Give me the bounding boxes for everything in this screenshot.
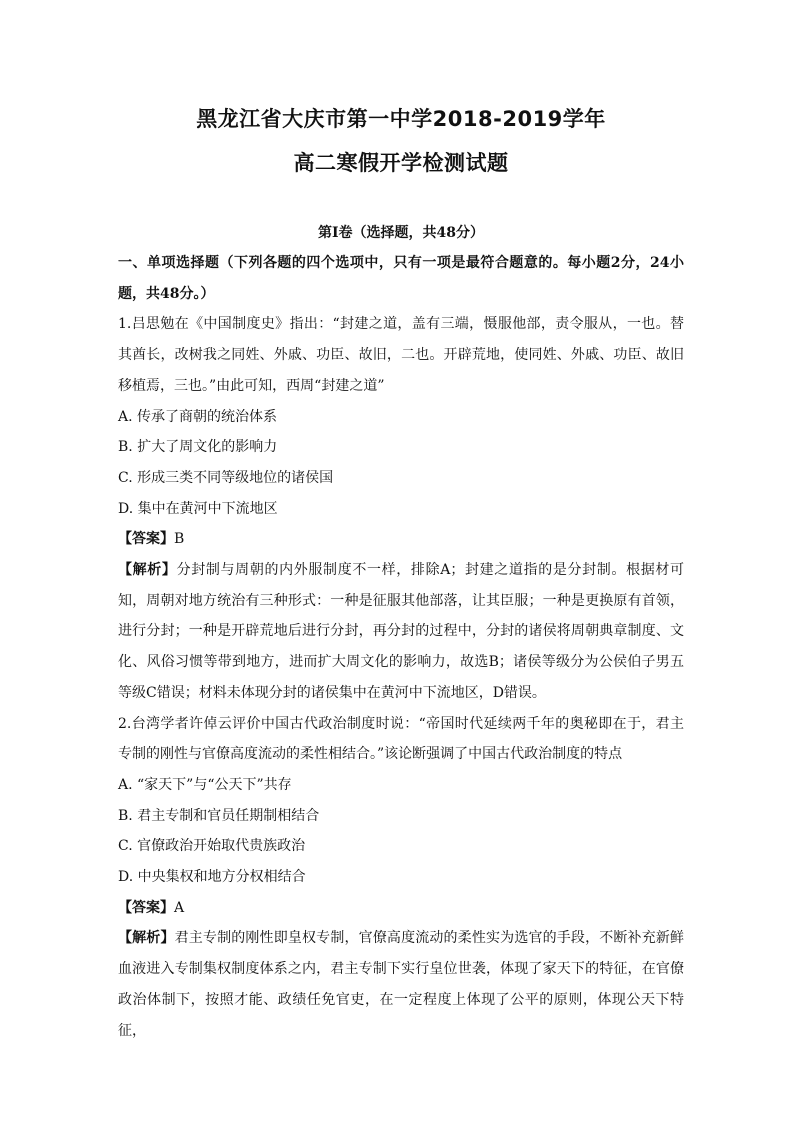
answer-value: B [174, 531, 185, 548]
option-b: B. 君主专制和官员任期制相结合 [118, 807, 320, 824]
question-1 [118, 309, 684, 708]
option-c: C. 官僚政治开始取代贵族政治 [118, 838, 306, 855]
question-2 [118, 709, 684, 1047]
option-d: D. 集中在黄河中下流地区 [118, 500, 278, 517]
option-d: D. 中央集权和地方分权相结合 [118, 869, 306, 886]
section-instruction: 一、单项选择题（下列各题的四个选项中，只有一项是最符合题意的。每小题2分，24小题，共48分。） [118, 255, 684, 302]
answer-tag: 【答案】 [118, 899, 174, 916]
answer-tag: 【答案】 [118, 531, 174, 548]
question-stem: 1.吕思勉在《中国制度史》指出：“封建之道，盖有三端，慑服他部，责令服从，一也。替其酋长，改树我之同姓、外戚、功臣、故旧，二也。开辟荒地，使同姓、外戚、功臣、故旧移植焉，三也。”由此可知，西周“封建之道” [118, 316, 684, 394]
question-stem: 2.台湾学者许倬云评价中国古代政治制度时说：“帝国时代延续两千年的奥秘即在于，君主专制的刚性与官僚高度流动的柔性相结合。”该论断强调了中国古代政治制度的特点 [118, 715, 684, 763]
option-a: A. 传承了商朝的统治体系 [118, 408, 278, 425]
document-title-line1: 黑龙江省大庆市第一中学2018-2019学年 [196, 107, 606, 131]
analysis-text: 分封制与周朝的内外服制度不一样，排除A；封建之道指的是分封制。根据材可知，周朝对地方统治有三种形式：一种是征服其他部落，让其臣服；一种是更换原有首领，进行分封；一种是开辟荒地后进行分封，再分封的过程中，分封的诸侯将周朝典章制度、文化、风俗习惯等带到地方，进而扩大周文化的影响力，故选B；诸侯等级分为公侯伯子男五等级C错误；材料未体现分封的诸侯集中在黄河中下流地区，D错误。 [118, 562, 685, 701]
analysis-paragraph [118, 923, 684, 1046]
answer-line [118, 893, 684, 924]
option-a: A. “家天下”与“公天下”共存 [118, 776, 292, 793]
answer-line [118, 524, 684, 555]
analysis-text: 君主专制的刚性即皇权专制，官僚高度流动的柔性实为选官的手段，不断补充新鲜血液进入专制集权制度体系之内，君主专制下实行皇位世袭，体现了家天下的特征，在官僚政治体制下，按照才能、政绩任免官吏，在一定程度上体现了公平的原则，体现公天下特征， [118, 930, 685, 1039]
analysis-tag: 【解析】 [118, 562, 177, 579]
option-b: B. 扩大了周文化的影响力 [118, 439, 278, 456]
document-title-line2: 高二寒假开学检测试题 [293, 151, 509, 175]
analysis-paragraph [118, 555, 684, 709]
answer-value: A [174, 899, 185, 916]
analysis-tag: 【解析】 [118, 930, 175, 947]
volume-title: 第Ⅰ卷（选择题，共48分） [317, 225, 485, 241]
option-c: C. 形成三类不同等级地位的诸侯国 [118, 469, 334, 486]
